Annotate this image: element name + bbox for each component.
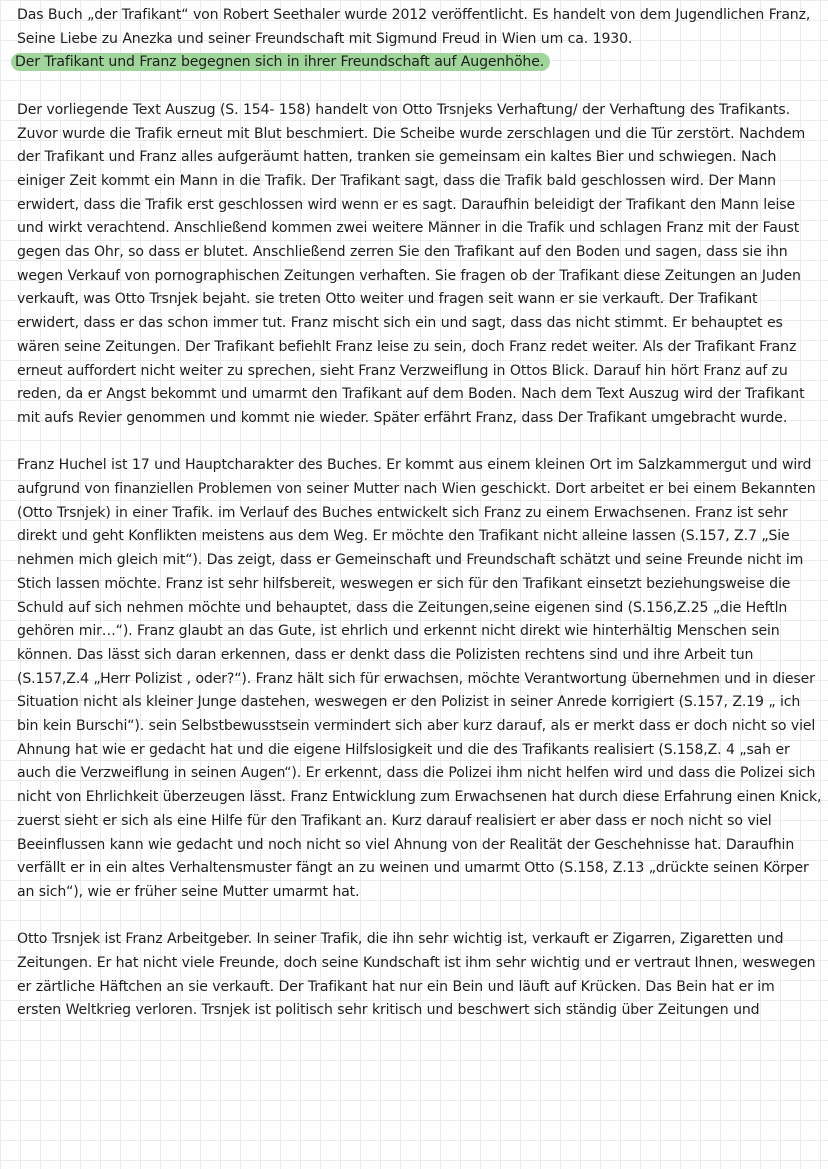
intro-text: Das Buch „der Trafikant“ von Robert Seethaler wurde 2012 veröffentlicht. Es handelt von dem Jugendlichen Franz, Seine Liebe zu Anezka und seiner Freundschaft mit Sigmund Freud in Wien um ca. 1930.	[17, 7, 811, 47]
franz-characterization-paragraph: Franz Huchel ist 17 und Hauptcharakter des Buches. Er kommt aus einem kleinen Ort im Salzkammergut und wird aufgrund von finanziellen Problemen von seiner Mutter nach Wien geschickt. Dort arbeitet er bei einem Bekannten (Otto Trsnjek) in einer Trafik. im Verlauf des Buches entwickelt sich Franz zu einem Erwachsenen. Franz ist sehr direkt und geht Konflikten meistens aus dem Weg. Er möchte den Trafikant nicht alleine lassen (S.157, Z.7 „Sie nehmen mich gleich mit“). Das zeigt, dass er Gemeinschaft und Freundschaft schätzt und seine Freunde nicht im Stich lassen möchte. Franz ist sehr hilfsbereit, weswegen er sich für den Trafikant einsetzt beziehungsweise die Schuld auf sich nehmen möchte und behauptet, dass die Zeitungen,seine eigenen sind (S.156,Z.25 „die Heftln gehören mir…“). Franz glaubt an das Gute, ist ehrlich und erkennt nicht direkt wie hinterhältig Menschen sein können. Das lässt sich daran erkennen, dass er denkt dass die Polizisten rechtens sind und ihre Arbeit tun (S.157,Z.4 „Herr Polizist , oder?“). Franz hält sich für erwachsen, möchte Verantwortung übernehmen und in dieser Situation nicht als kleiner Junge dastehen, weswegen er den Polizist in seiner Anrede korrigiert (S.157, Z.19 „ ich bin kein Burschi“). sein Selbstbewusstsein vermindert sich aber kurz darauf, als er merkt dass er doch nicht so viel Ahnung hat wie er gedacht hat und die eigene Hilfslosigkeit und die des Trafikants realisiert (S.158,Z. 4 „sah er auch die Verzweiflung in seinen Augen“). Er erkennt, dass die Polizei ihm nicht helfen wird und dass die Polizei sich nicht von Ehrlichkeit überzeugen lässt. Franz Entwicklung zum Erwachsenen hat durch diese Erfahrung einen Knick, zuerst sieht er sich als eine Hilfe für den Trafikant an. Kurz darauf realisiert er aber dass er noch nicht so viel Beeinflussen kann wie gedacht und noch nicht so viel Ahnung von der Realität der Geschehnisse hat. Daraufhin verfällt er in ein altes Verhaltensmuster fängt an zu weinen und umarmt Otto (S.158, Z.13 „drückte seinen Körper an sich“), wie er früher seine Mutter umarmt hat.	[17, 457, 822, 900]
otto-characterization-paragraph: Otto Trsnjek ist Franz Arbeitgeber. In seiner Trafik, die ihn sehr wichtig ist, verkauft er Zigarren, Zigaretten und Zeitungen. Er hat nicht viele Freunde, doch seine Kundschaft ist ihm sehr wichtig und er vertraut Ihnen, weswegen er zärtliche Häftchen an sie verkauft. Der Trafikant hat nur ein Bein und läuft auf Krücken. Das Bein hat er im ersten Weltkrieg verloren. Trsnjek ist politisch sehr kritisch und beschwert sich ständig über Zeitungen und	[17, 931, 816, 1019]
intro-paragraph	[17, 4, 822, 75]
highlighted-thesis: Der Trafikant und Franz begegnen sich in ihrer Freundschaft auf Augenhöhe.	[11, 53, 550, 71]
summary-paragraph: Der vorliegende Text Auszug (S. 154- 158) handelt von Otto Trsnjeks Verhaftung/ der Verhaftung des Trafikants. Zuvor wurde die Trafik erneut mit Blut beschmiert. Die Scheibe wurde zerschlagen und die Tür zerstört. Nachdem der Trafikant und Franz alles aufgeräumt hatten, tranken sie gemeinsam ein kaltes Bier und schwiegen. Nach einiger Zeit kommt ein Mann in die Trafik. Der Trafikant sagt, dass die Trafik bald geschlossen wird. Der Mann erwidert, dass die Trafik erst geschlossen wird wenn er es sagt. Daraufhin beleidigt der Trafikant den Mann leise und wirkt verachtend. Anschließend kommen zwei weitere Männer in die Trafik und schlagen Franz mit der Faust gegen das Ohr, so dass er blutet. Anschließend zerren Sie den Trafikant auf den Boden und sagen, dass sie ihn wegen Verkauf von pornographischen Zeitungen verhaften. Sie fragen ob der Trafikant diese Zeitungen an Juden verkauft, was Otto Trsnjek bejaht. sie treten Otto weiter und fragen seit wann er sie verkauft. Der Trafikant erwidert, dass er das schon immer tut. Franz mischt sich ein und sagt, dass das nicht stimmt. Er behauptet es wären seine Zeitungen. Der Trafikant befiehlt Franz leise zu sein, doch Franz redet weiter. Als der Trafikant Franz erneut auffordert nicht weiter zu sprechen, sieht Franz Verzweiflung in Ottos Blick. Darauf hin hört Franz auf zu reden, da er Angst bekommt und umarmt den Trafikant auf dem Boden. Nach dem Text Auszug wird der Trafikant mit aufs Revier genommen und kommt nie wieder. Später erfährt Franz, dass Der Trafikant umgebracht wurde.	[17, 101, 806, 426]
